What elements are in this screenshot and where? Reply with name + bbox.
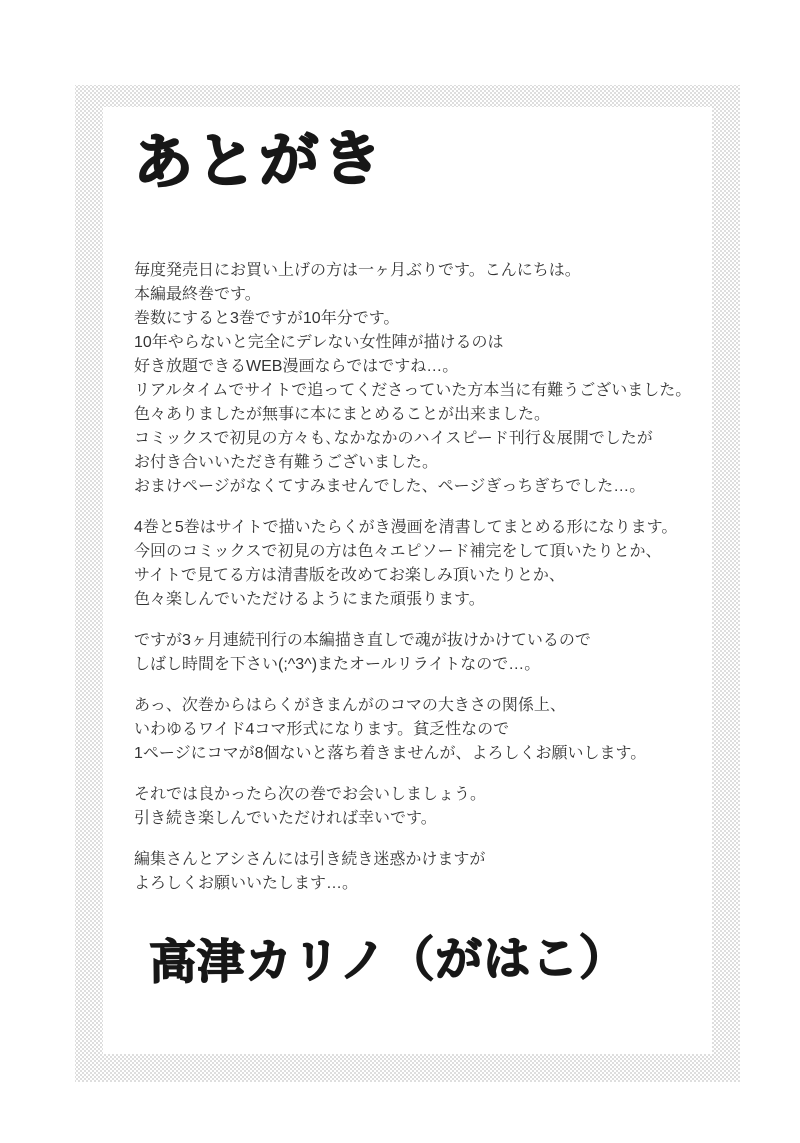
afterword-line: しばし時間を下さい(;^3^)またオールリライトなので…。 — [134, 656, 541, 673]
paragraph-2 — [134, 516, 704, 612]
afterword-line: 好き放題できるWEB漫画ならではですね…。 — [134, 358, 459, 375]
paragraph-5 — [134, 783, 704, 831]
author-signature: 高津カリノ（がはこ） — [148, 930, 628, 989]
afterword-line: 編集さんとアシさんには引き続き迷惑かけますが — [134, 851, 486, 868]
afterword-line: 10年やらないと完全にデレない女性陣が描けるのは — [134, 334, 504, 351]
afterword-line: 色々楽しんでいただけるようにまた頑張ります。 — [134, 591, 485, 608]
afterword-line: よろしくお願いいたします…。 — [134, 875, 359, 892]
afterword-page — [103, 107, 712, 1054]
afterword-line: コミックスで初見の方々も､なかなかのハイスピード刊行＆展開でしたが — [134, 430, 653, 447]
afterword-line: お付き合いいただき有難うございました。 — [134, 454, 439, 471]
paragraph-3 — [134, 629, 704, 677]
afterword-body — [134, 259, 704, 913]
paragraph-1 — [134, 259, 704, 499]
paragraph-6 — [134, 848, 704, 896]
afterword-title: あとがき — [132, 124, 386, 197]
afterword-line: 1ページにコマが8個ないと落ち着きませんが、よろしくお願いします。 — [134, 745, 647, 762]
halftone-border — [75, 85, 740, 1082]
afterword-line: ですが3ヶ月連続刊行の本編描き直しで魂が抜けかけているので — [134, 632, 591, 649]
afterword-line: リアルタイムでサイトで追ってくださっていた方本当に有難うございました。 — [134, 382, 692, 399]
afterword-line: 今回のコミックスで初見の方は色々エピソード補完をして頂いたりとか、 — [134, 543, 662, 560]
afterword-line: いわゆるワイド4コマ形式になります。貧乏性なので — [134, 721, 510, 738]
afterword-line: サイトで見てる方は清書版を改めてお楽しみ頂いたりとか、 — [134, 567, 565, 584]
paragraph-4 — [134, 694, 704, 766]
afterword-line: 4巻と5巻はサイトで描いたらくがき漫画を清書してまとめる形になります。 — [134, 519, 678, 536]
afterword-line: それでは良かったら次の巻でお会いしましょう。 — [134, 786, 487, 803]
afterword-line: 本編最終巻です。 — [134, 286, 261, 303]
afterword-line: 毎度発売日にお買い上げの方は一ヶ月ぶりです。こんにちは。 — [134, 262, 581, 279]
afterword-line: 色々ありましたが無事に本にまとめることが出来ました。 — [134, 406, 551, 423]
afterword-line: あっ、次巻からはらくがきまんがのコマの大きさの関係上、 — [134, 697, 566, 714]
afterword-line: おまけページがなくてすみませんでした、ページぎっちぎちでした…。 — [134, 478, 646, 495]
afterword-line: 巻数にすると3巻ですが10年分です。 — [134, 310, 400, 327]
afterword-line: 引き続き楽しんでいただければ幸いです。 — [134, 810, 437, 827]
